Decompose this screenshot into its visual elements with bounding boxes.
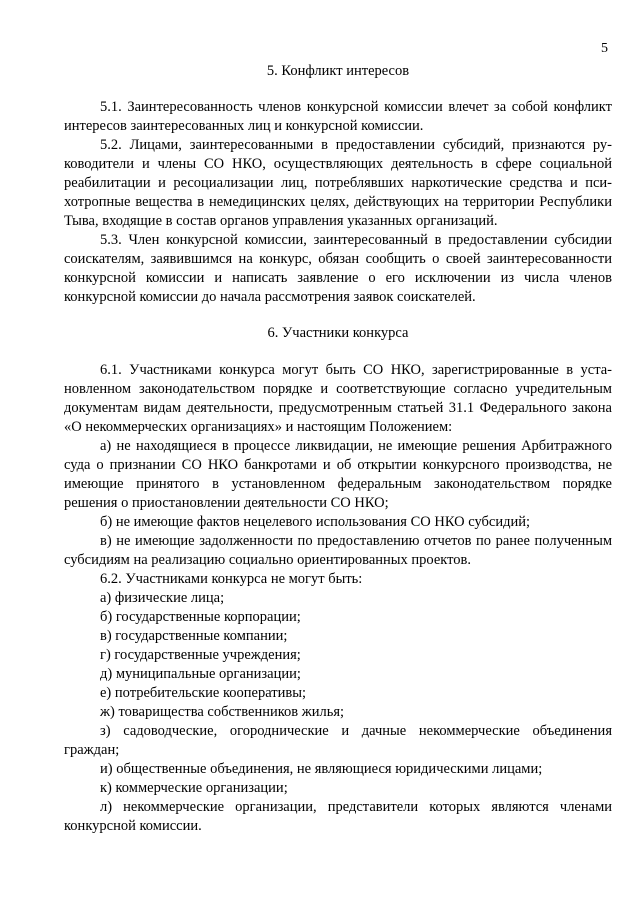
page-number: 5 <box>601 41 608 56</box>
list-item-6-2-b: б) государственные корпорации; <box>100 609 301 625</box>
list-item-6-2-z: з) садоводческие, огороднические и дачные некоммерческие объединения граждан; <box>64 723 612 758</box>
list-item-6-2-zh: ж) товарищества собственников жилья; <box>100 704 345 720</box>
list-item-6-2-v: в) государственные компании; <box>100 628 288 644</box>
section-heading-conflict-of-interest: 5. Конфликт интересов <box>266 63 410 79</box>
paragraph-6-1: 6.1. Участниками конкурса могут быть СО НКО, зарегистрированные в установленном законодательством порядке и соответствующие согласно учредительным документам видам деятельности, предусмотренным статьей 31.1 Федерального закона «О некоммерческих организациях» и настоящим Положением: <box>64 362 612 435</box>
list-item-6-2-a: а) физические лица; <box>100 590 225 606</box>
list-item-6-1-a: а) не находящиеся в процессе ликвидации, не имеющие решения Арбитражного суда о признании СО НКО банкротами и об открытии конкурсного производства, не имеющие принятого в установленном федеральным законодательством порядке решения о приостановлении деятельности СО НКО; <box>64 438 612 511</box>
list-item-6-2-l: л) некоммерческие организации, представители которых являются членами конкурсной комиссии. <box>64 799 612 834</box>
list-item-6-2-e: е) потребительские кооперативы; <box>100 685 306 701</box>
list-item-6-2-g: г) государственные учреждения; <box>100 647 301 663</box>
list-item-6-1-b: б) не имеющие фактов нецелевого использования СО НКО субсидий; <box>100 514 531 530</box>
paragraph-5-2: 5.2. Лицами, заинтересованными в предоставлении субсидий, признаются руководители и члены СО НКО, осуществляющих деятельность в сфере социальной реабилитации и ресоциализации лиц, потреблявших наркотические средства и психотропные вещества в немедицинских целях, действующих на территории Республики Тыва, входящие в состав органов управления указанных организаций. <box>64 137 612 229</box>
list-item-6-2-d: д) муниципальные организации; <box>100 666 301 682</box>
list-item-6-2-i: и) общественные объединения, не являющиеся юридическими лицами; <box>100 761 543 777</box>
document-body <box>64 62 612 836</box>
paragraph-6-2: 6.2. Участниками конкурса не могут быть: <box>100 571 363 587</box>
paragraph-5-3: 5.3. Член конкурсной комиссии, заинтересованный в предоставлении субсидии соискателям, заявившимся на конкурс, обязан сообщить о своей заинтересованности конкурсной комиссии и написать заявление о его исключении из числа членов конкурсной комиссии до начала рассмотрения заявок соискателей. <box>64 232 612 305</box>
paragraph-5-1: 5.1. Заинтересованность членов конкурсной комиссии влечет за собой конфликт интересов заинтересованных лиц и конкурсной комиссии. <box>64 99 612 134</box>
list-item-6-1-v: в) не имеющие задолженности по предоставлению отчетов по ранее полученным субсидиям на реализацию социально ориентированных проектов. <box>64 533 612 568</box>
list-item-6-2-k: к) коммерческие организации; <box>100 780 288 796</box>
section-heading-competition-participants: 6. Участники конкурса <box>267 325 409 341</box>
